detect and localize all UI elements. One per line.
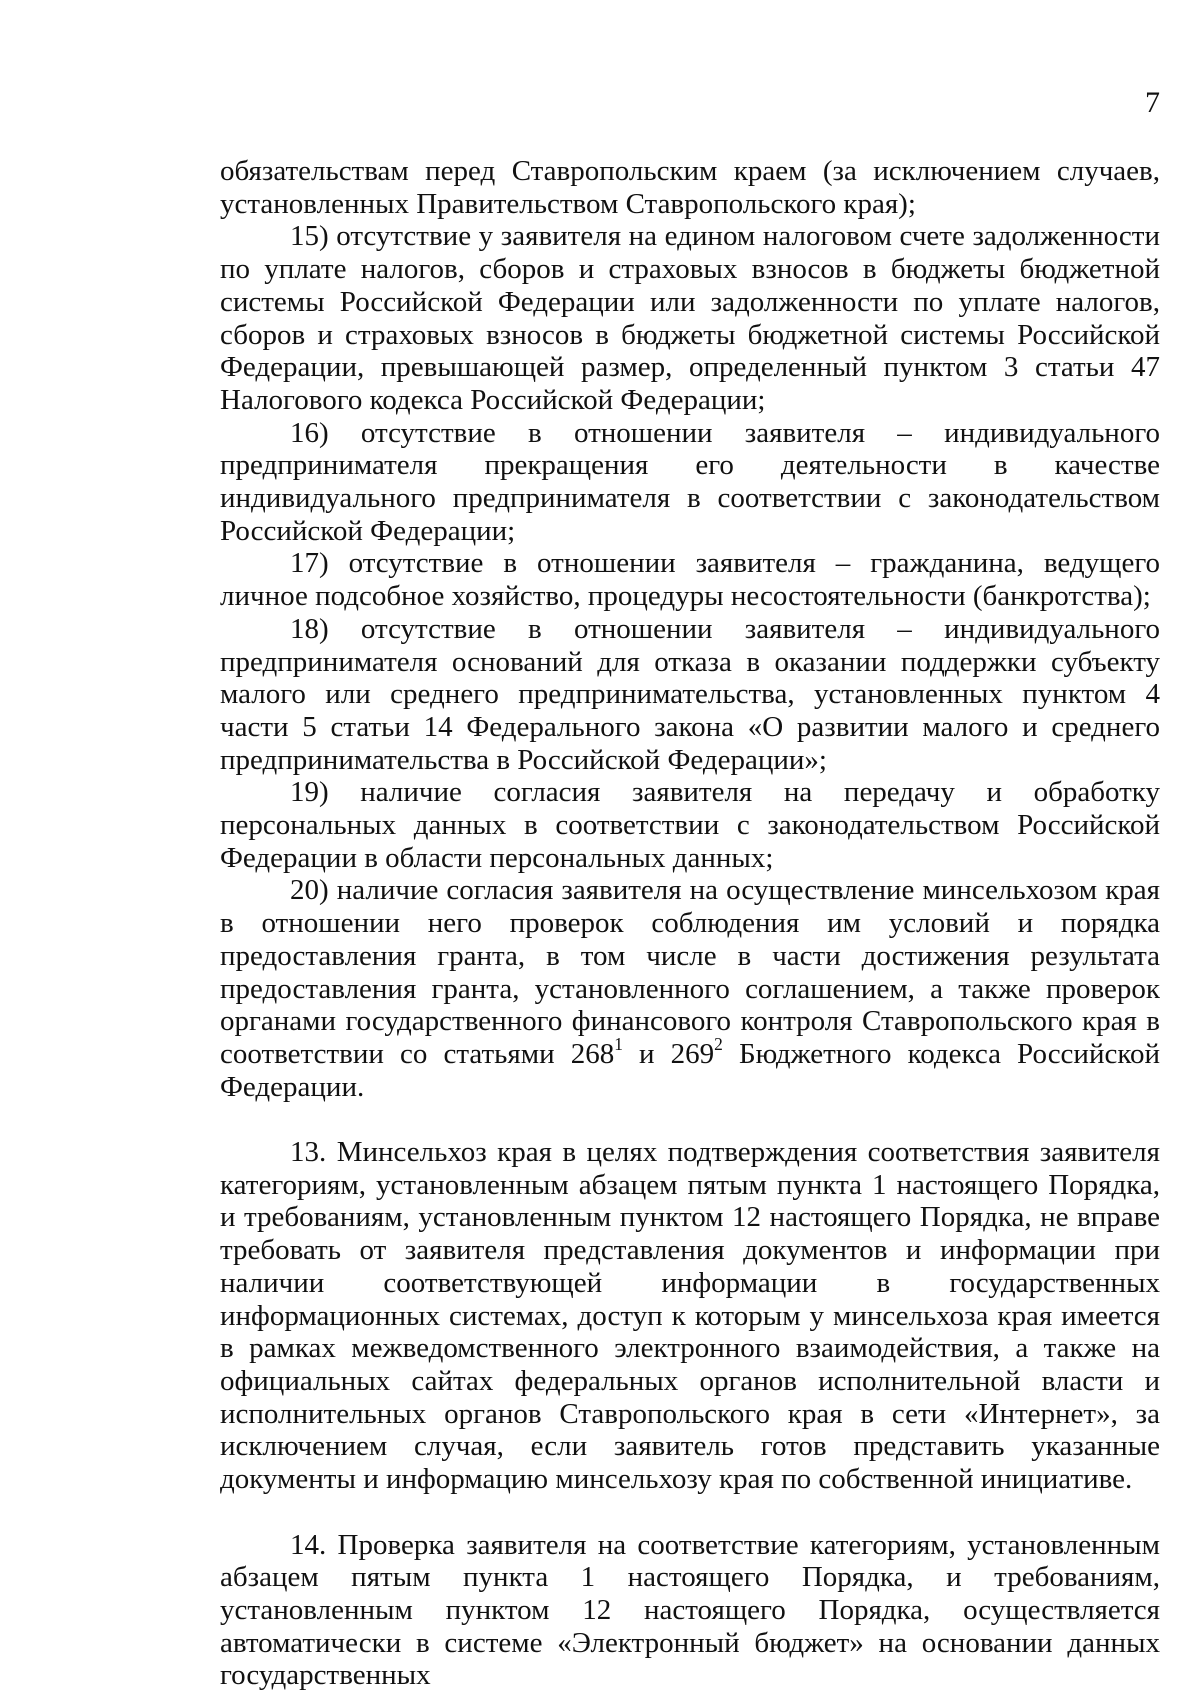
- paragraph-item-20-main: 20) наличие согласия заявителя на осуществление минсельхозом края в отношении него проверок соблюдения им условий и порядка предоставления гранта, в том числе в части достижения результата предоставления гранта, установленного соглашением, а также проверок органами государственного финансового контроля Ставропольского края в соответствии со статьями 268: [220, 874, 1160, 1070]
- paragraph-continuation: обязательствам перед Ставропольским краем (за исключением случаев, установленных Правительством Ставропольского края);: [220, 155, 1160, 220]
- paragraph-item-15: 15) отсутствие у заявителя на едином налоговом счете задолженности по уплате налогов, сборов и страховых взносов в бюджеты бюджетной системы Российской Федерации или задолженности по уплате налогов, сборов и страховых взносов в бюджеты бюджетной системы Российской Федерации, превышающей размер, определенный пунктом 3 статьи 47 Налогового кодекса Российской Федерации;: [220, 220, 1160, 416]
- paragraph-item-17: 17) отсутствие в отношении заявителя – гражданина, ведущего личное подсобное хозяйство, процедуры несостоятельности (банкротства);: [220, 547, 1160, 613]
- paragraph-item-16: 16) отсутствие в отношении заявителя – индивидуального предпринимателя прекращения его деятельности в качестве индивидуального предпринимателя в соответствии с законодательством Российской Федерации;: [220, 416, 1160, 547]
- paragraph-item-18: 18) отсутствие в отношении заявителя – индивидуального предпринимателя оснований для отказа в оказании поддержки субъекту малого или среднего предпринимательства, установленных пунктом 4 части 5 статьи 14 Федерального закона «О развитии малого и среднего предпринимательства в Российской Федерации»;: [220, 612, 1160, 776]
- superscript-1: 1: [614, 1033, 623, 1054]
- superscript-2: 2: [714, 1033, 723, 1054]
- paragraph-item-20: [220, 874, 1160, 1103]
- paragraph-item-20-end: Бюджетного кодекса Российской Федерации.: [220, 1037, 1160, 1103]
- paragraph-item-20-mid: и 269: [622, 1037, 715, 1070]
- paragraph-section-14: 14. Проверка заявителя на соответствие категориям, установленным абзацем пятым пункта 1 настоящего Порядка, и требованиям, установленным пунктом 12 настоящего Порядка, осуществляется автоматически в системе «Электронный бюджет» на основании данных государственных: [220, 1528, 1160, 1692]
- paragraph-item-19: 19) наличие согласия заявителя на передачу и обработку персональных данных в соответствии с законодательством Российской Федерации в области персональных данных;: [220, 776, 1160, 874]
- paragraph-section-13: 13. Минсельхоз края в целях подтверждения соответствия заявителя категориям, установленным абзацем пятым пункта 1 настоящего Порядка, и требованиям, установленным пунктом 12 настоящего Порядка, не вправе требовать от заявителя представления документов и информации при наличии соответствующей информации в государственных информационных системах, доступ к которым у минсельхоза края имеется в рамках межведомственного электронного взаимодействия, а также на официальных сайтах федеральных органов исполнительной власти и исполнительных органов Ставропольского края в сети «Интернет», за исключением случая, если заявитель готов представить указанные документы и информацию минсельхозу края по собственной инициативе.: [220, 1136, 1160, 1496]
- page-number: 7: [1145, 86, 1160, 119]
- document-body: [220, 155, 1160, 1692]
